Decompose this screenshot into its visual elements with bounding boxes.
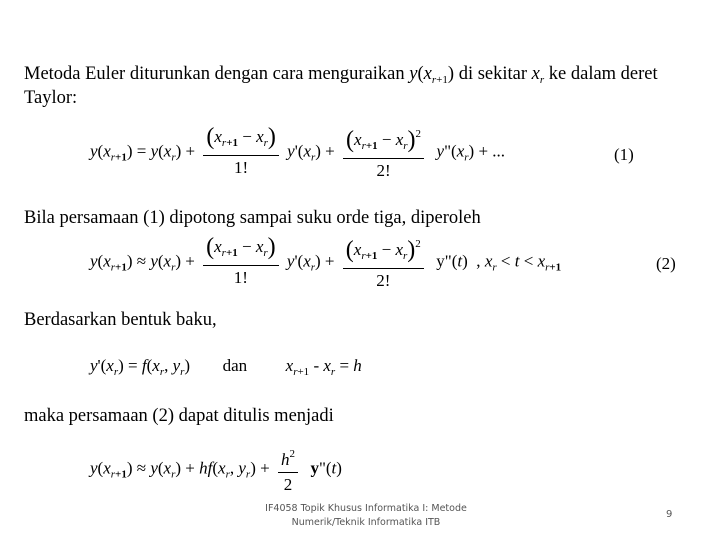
footer-line1: IF4058 Topik Khusus Informatika I: Metode: [265, 503, 467, 514]
truncation-text: Bila persamaan (1) dipotong sampai suku orde tiga, diperoleh: [24, 208, 481, 228]
footer-line2: Numerik/Teknik Informatika ITB: [291, 517, 441, 528]
page-number: 9: [666, 509, 673, 520]
euler-equation: $y(x_{r+1}) \approx y(x_r) + hf(x_r$, $y_r$) + $\frac{h^2}{2}$ y"(t): [90, 444, 342, 495]
fraction-first-order: $\frac{(x_{r+1} - x_r)}{1!}$: [203, 127, 279, 178]
intro-text-part1: Metoda Euler diturunkan dengan cara menguraikan: [24, 64, 410, 84]
intro-text-part2: di sekitar: [454, 64, 532, 84]
standard-form-equation: $y'(x_r) = f(x_r$, $y_r$) dan $x_{r+1} - x_r = h$: [90, 356, 362, 378]
footer: [246, 502, 486, 530]
dan-text: dan: [222, 356, 248, 375]
equation-1-number: (1): [614, 145, 634, 164]
intro-text-part3: ke dalam deret: [544, 64, 658, 84]
fraction-second-order: $\frac{(x_{r+1} - x_r)^2}{2!}$: [343, 124, 424, 181]
fraction-h-squared: $\frac{h^2}{2}$: [278, 444, 298, 495]
standard-form-text: Berdasarkan bentuk baku,: [24, 310, 217, 330]
fraction-first-order-2: $\frac{(x_{r+1} - x_r)}{1!}$: [203, 237, 279, 288]
intro-text-line2: Taylor:: [24, 88, 78, 108]
rewritten-text: maka persamaan (2) dapat ditulis menjadi: [24, 406, 334, 426]
equation-2-number: (2): [656, 254, 676, 273]
fraction-second-order-2: $\frac{(x_{r+1} - x_r)^2}{2!}$: [343, 234, 424, 291]
equation-2: $y(x_{r+1}) \approx y(x_r)$ + $\frac{(x_{r+1} - x_r)}{1!}$ $y'(x_r)$ + $\frac{(x_{r+1} - x_r)^2}{2!}$ y"(t) , $x_r < t < x_{r+1}$: [90, 234, 562, 290]
intro-text: Metoda Euler diturunkan dengan cara menguraikan $y(x_{r+1})$ di sekitar $x_r$ ke dalam deret: [24, 64, 658, 86]
equation-1: $y(x_{r+1}) = y(x_r)$ + $\frac{(x_{r+1} - x_r)}{1!}$ $y'(x_r)$ + $\frac{(x_{r+1} - x_r)^2}{2!}$ $y"(x_r)$ + ...: [90, 124, 506, 180]
